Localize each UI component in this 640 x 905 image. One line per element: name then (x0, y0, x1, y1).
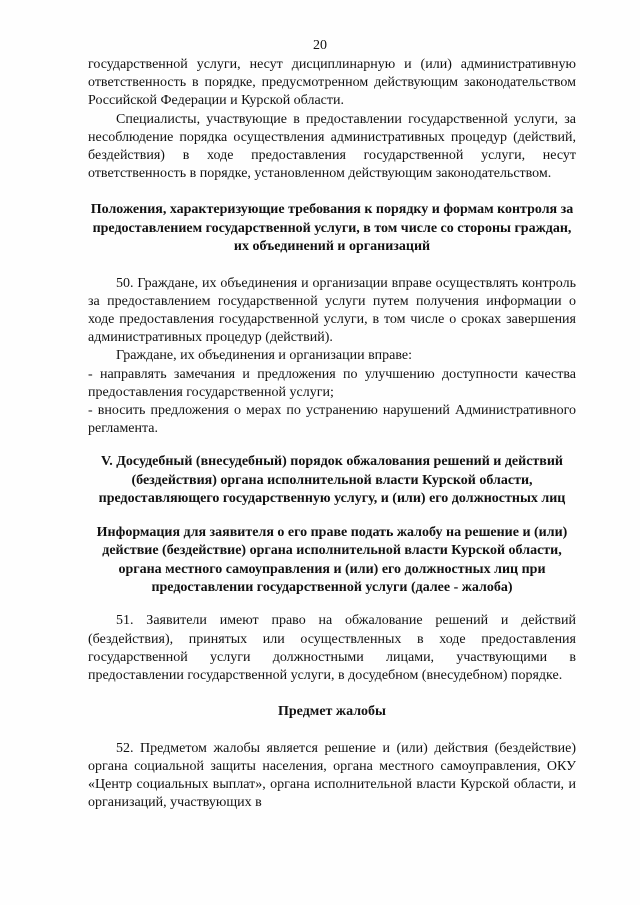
paragraph: Специалисты, участвующие в предоставлении государственной услуги, за несоблюдение порядка осуществления административных процедур (действий, бездействия) в ходе предоставления государственной услуги, несут ответственность в порядке, установленном действующим законодательством. (88, 111, 576, 182)
section-heading: Предмет жалобы (278, 704, 386, 720)
paragraph: 51. Заявители имеют право на обжалование решений и действий (бездействия), принятых или осуществленных в ходе предоставления государственной услуги должностными лицами, участвующими в предоставлении государственной услуги, в досудебном (внесудебном) порядке. (88, 613, 576, 683)
page-number: 20 (313, 38, 327, 53)
section-heading: Положения, характеризующие требования к порядку и формам контроля за предоставлением государственной услуги, в том числе со стороны граждан, их объединений и организаций (90, 202, 574, 255)
chapter-heading: V. Досудебный (внесудебный) порядок обжалования решений и действий (бездействия) органа исполнительной власти Курской области, предоставляющего государственную услугу, и (или) его должностных лиц (98, 454, 566, 507)
section-heading: Информация для заявителя о его праве подать жалобу на решение и (или) действие (бездействие) органа исполнительной власти Курской области, органа местного самоуправления и (или) его должностных лиц при предоставлении государственной услуги (далее - жалоба) (96, 524, 568, 595)
paragraph: 52. Предметом жалобы является решение и (или) действия (бездействие) органа социальной защиты населения, органа местного самоуправления, ОКУ «Центр социальных выплат», органа исполнительной власти Курской области, и организаций, участвующих в (88, 740, 576, 811)
page-content (88, 56, 576, 812)
paragraph: 50. Граждане, их объединения и организации вправе осуществлять контроль за предоставлением государственной услуги путем получения информации о ходе предоставления государственной услуги, в том числе о сроках завершения административных процедур (действий). (88, 275, 576, 346)
list-item: - вносить предложения о мерах по устранению нарушений Административного регламента. (88, 403, 576, 437)
paragraph: Граждане, их объединения и организации вправе: (116, 348, 413, 364)
list-item: - направлять замечания и предложения по улучшению доступности качества предоставления государственной услуги; (88, 366, 576, 400)
paragraph: государственной услуги, несут дисциплинарную и (или) административную ответственность в порядке, предусмотренном действующим законодательством Российской Федерации и Курской области. (88, 57, 576, 109)
